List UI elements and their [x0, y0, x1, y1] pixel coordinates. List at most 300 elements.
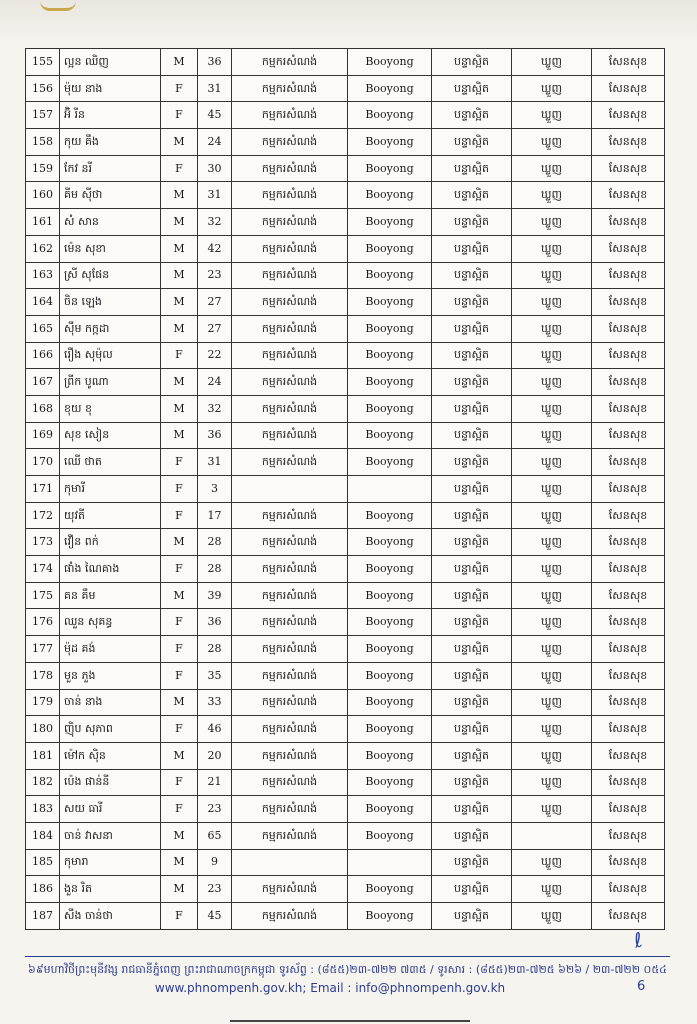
- company-cell: Booyong: [348, 369, 432, 396]
- sex-cell: M: [161, 422, 198, 449]
- occupation-cell: កម្មករសំណង់: [232, 209, 348, 236]
- table-row: [26, 876, 665, 903]
- occupation-cell: កម្មករសំណង់: [232, 556, 348, 583]
- company-cell: [348, 476, 432, 503]
- village-cell: បន្ទាស្អិត: [432, 395, 512, 422]
- occupation-cell: កម្មករសំណង់: [232, 129, 348, 156]
- village-cell: បន្ទាស្អិត: [432, 609, 512, 636]
- age-cell: 24: [198, 129, 232, 156]
- commune-cell: ឃ្លួញ: [512, 529, 592, 556]
- table-row: [26, 395, 665, 422]
- village-cell: បន្ទាស្អិត: [432, 155, 512, 182]
- company-cell: Booyong: [348, 689, 432, 716]
- person-name: រឿង សុម៉ុល: [60, 342, 161, 369]
- village-cell: បន្ទាស្អិត: [432, 849, 512, 876]
- table-row: [26, 636, 665, 663]
- footer-contact[interactable]: www.phnompenh.gov.kh; Email : info@phnompenh.gov.kh: [154, 981, 506, 995]
- company-cell: Booyong: [348, 342, 432, 369]
- age-cell: 31: [198, 75, 232, 102]
- commune-cell: ឃ្លួញ: [512, 716, 592, 743]
- person-name: ស៊ឹម កក្កដា: [60, 315, 161, 342]
- row-number: 175: [26, 582, 60, 609]
- occupation-cell: កម្មករសំណង់: [232, 395, 348, 422]
- status-cell: សែនសុខ: [592, 155, 665, 182]
- footer-divider: [25, 956, 670, 957]
- status-cell: សែនសុខ: [592, 75, 665, 102]
- company-cell: Booyong: [348, 129, 432, 156]
- sex-cell: M: [161, 289, 198, 316]
- commune-cell: ឃ្លួញ: [512, 582, 592, 609]
- status-cell: សែនសុខ: [592, 742, 665, 769]
- roster-table: [25, 48, 665, 930]
- commune-cell: ឃ្លួញ: [512, 102, 592, 129]
- table-row: [26, 556, 665, 583]
- row-number: 171: [26, 476, 60, 503]
- status-cell: សែនសុខ: [592, 556, 665, 583]
- status-cell: សែនសុខ: [592, 529, 665, 556]
- status-cell: សែនសុខ: [592, 796, 665, 823]
- commune-cell: ឃ្លួញ: [512, 556, 592, 583]
- sex-cell: M: [161, 742, 198, 769]
- age-cell: 9: [198, 849, 232, 876]
- company-cell: Booyong: [348, 102, 432, 129]
- occupation-cell: កម្មករសំណង់: [232, 529, 348, 556]
- status-cell: សែនសុខ: [592, 182, 665, 209]
- person-name: សយ ធារី: [60, 796, 161, 823]
- company-cell: Booyong: [348, 449, 432, 476]
- footer-address: ៦៩មហាវិថីព្រះមុនីវង្ស រាជធានីភ្នំពេញ ព្រះរាជាណាចក្រកម្ពុជា ទូរស័ព្ទ : (៨៥៥)២៣-៧២២ ៧៣៥ / ទូរសារ : (៨៥៥)២៣-៧២៥ ៦២៦ / ២៣-៧២២ ០៥៤: [28, 963, 667, 976]
- company-cell: Booyong: [348, 75, 432, 102]
- row-number: 160: [26, 182, 60, 209]
- row-number: 184: [26, 822, 60, 849]
- table-row: [26, 342, 665, 369]
- row-number: 159: [26, 155, 60, 182]
- company-cell: Booyong: [348, 49, 432, 76]
- person-name: ម៉េន សុខា: [60, 235, 161, 262]
- company-cell: Booyong: [348, 636, 432, 663]
- person-name: កុយ គឹង: [60, 129, 161, 156]
- person-name: ម៉ុយ នាង: [60, 75, 161, 102]
- company-cell: Booyong: [348, 235, 432, 262]
- table-row: [26, 369, 665, 396]
- commune-cell: ឃ្លួញ: [512, 689, 592, 716]
- person-name: ញ៉ិប សុភាព: [60, 716, 161, 743]
- age-cell: 28: [198, 556, 232, 583]
- occupation-cell: កម្មករសំណង់: [232, 796, 348, 823]
- commune-cell: ឃ្លួញ: [512, 849, 592, 876]
- occupation-cell: កម្មករសំណង់: [232, 155, 348, 182]
- person-name: សំ សាន: [60, 209, 161, 236]
- age-cell: 27: [198, 289, 232, 316]
- table-row: [26, 235, 665, 262]
- village-cell: បន្ទាស្អិត: [432, 342, 512, 369]
- row-number: 174: [26, 556, 60, 583]
- company-cell: Booyong: [348, 582, 432, 609]
- sex-cell: M: [161, 582, 198, 609]
- sex-cell: F: [161, 609, 198, 636]
- age-cell: 32: [198, 209, 232, 236]
- commune-cell: ឃ្លួញ: [512, 502, 592, 529]
- table-row: [26, 716, 665, 743]
- table-row: [26, 262, 665, 289]
- occupation-cell: កម្មករសំណង់: [232, 903, 348, 930]
- village-cell: បន្ទាស្អិត: [432, 742, 512, 769]
- status-cell: សែនសុខ: [592, 876, 665, 903]
- table-row: [26, 529, 665, 556]
- person-name: ល្អន ឈិញ: [60, 49, 161, 76]
- age-cell: 39: [198, 582, 232, 609]
- table-row: [26, 609, 665, 636]
- village-cell: បន្ទាស្អិត: [432, 529, 512, 556]
- table-row: [26, 476, 665, 503]
- table-row: [26, 182, 665, 209]
- occupation-cell: [232, 849, 348, 876]
- village-cell: បន្ទាស្អិត: [432, 556, 512, 583]
- sex-cell: M: [161, 369, 198, 396]
- status-cell: សែនសុខ: [592, 476, 665, 503]
- occupation-cell: កម្មករសំណង់: [232, 876, 348, 903]
- age-cell: 21: [198, 769, 232, 796]
- sex-cell: F: [161, 769, 198, 796]
- village-cell: បន្ទាស្អិត: [432, 209, 512, 236]
- row-number: 181: [26, 742, 60, 769]
- company-cell: Booyong: [348, 182, 432, 209]
- commune-cell: [512, 822, 592, 849]
- status-cell: សែនសុខ: [592, 262, 665, 289]
- sex-cell: F: [161, 476, 198, 503]
- status-cell: សែនសុខ: [592, 209, 665, 236]
- village-cell: បន្ទាស្អិត: [432, 422, 512, 449]
- sex-cell: F: [161, 75, 198, 102]
- age-cell: 65: [198, 822, 232, 849]
- occupation-cell: កម្មករសំណង់: [232, 235, 348, 262]
- status-cell: សែនសុខ: [592, 129, 665, 156]
- commune-cell: ឃ្លួញ: [512, 235, 592, 262]
- table-row: [26, 662, 665, 689]
- table-row: [26, 822, 665, 849]
- occupation-cell: កម្មករសំណង់: [232, 342, 348, 369]
- row-number: 157: [26, 102, 60, 129]
- table-row: [26, 49, 665, 76]
- table-row: [26, 742, 665, 769]
- row-number: 180: [26, 716, 60, 743]
- occupation-cell: កម្មករសំណង់: [232, 422, 348, 449]
- sex-cell: M: [161, 395, 198, 422]
- row-number: 178: [26, 662, 60, 689]
- sex-cell: M: [161, 315, 198, 342]
- person-name: សឹង ចាន់ថា: [60, 903, 161, 930]
- commune-cell: ឃ្លួញ: [512, 422, 592, 449]
- occupation-cell: កម្មករសំណង់: [232, 662, 348, 689]
- company-cell: Booyong: [348, 502, 432, 529]
- sex-cell: F: [161, 903, 198, 930]
- village-cell: បន្ទាស្អិត: [432, 689, 512, 716]
- status-cell: សែនសុខ: [592, 342, 665, 369]
- company-cell: Booyong: [348, 422, 432, 449]
- sex-cell: M: [161, 689, 198, 716]
- row-number: 162: [26, 235, 60, 262]
- table-row: [26, 849, 665, 876]
- company-cell: Booyong: [348, 155, 432, 182]
- commune-cell: ឃ្លួញ: [512, 476, 592, 503]
- row-number: 165: [26, 315, 60, 342]
- commune-cell: ឃ្លួញ: [512, 315, 592, 342]
- occupation-cell: កម្មករសំណង់: [232, 262, 348, 289]
- occupation-cell: កម្មករសំណង់: [232, 102, 348, 129]
- commune-cell: ឃ្លួញ: [512, 262, 592, 289]
- company-cell: Booyong: [348, 716, 432, 743]
- village-cell: បន្ទាស្អិត: [432, 449, 512, 476]
- occupation-cell: កម្មករសំណង់: [232, 582, 348, 609]
- page-number: 6: [637, 979, 646, 994]
- commune-cell: ឃ្លួញ: [512, 342, 592, 369]
- sex-cell: M: [161, 822, 198, 849]
- table-row: [26, 903, 665, 930]
- sex-cell: F: [161, 636, 198, 663]
- person-name: ចាន់ វាសនា: [60, 822, 161, 849]
- person-name: មួន ភួង: [60, 662, 161, 689]
- sex-cell: F: [161, 342, 198, 369]
- age-cell: 23: [198, 876, 232, 903]
- village-cell: បន្ទាស្អិត: [432, 876, 512, 903]
- person-name: ចិន ឡេង: [60, 289, 161, 316]
- person-name: ម៉ុដ គង់: [60, 636, 161, 663]
- company-cell: Booyong: [348, 742, 432, 769]
- sex-cell: M: [161, 529, 198, 556]
- person-name: កុមារី: [60, 476, 161, 503]
- row-number: 167: [26, 369, 60, 396]
- company-cell: Booyong: [348, 395, 432, 422]
- age-cell: 35: [198, 662, 232, 689]
- table-row: [26, 582, 665, 609]
- sex-cell: F: [161, 155, 198, 182]
- row-number: 166: [26, 342, 60, 369]
- table-row: [26, 155, 665, 182]
- occupation-cell: កម្មករសំណង់: [232, 315, 348, 342]
- status-cell: សែនសុខ: [592, 369, 665, 396]
- status-cell: សែនសុខ: [592, 502, 665, 529]
- company-cell: Booyong: [348, 289, 432, 316]
- sex-cell: F: [161, 716, 198, 743]
- person-name: ព្រីក បូណា: [60, 369, 161, 396]
- row-number: 176: [26, 609, 60, 636]
- village-cell: បន្ទាស្អិត: [432, 129, 512, 156]
- row-number: 182: [26, 769, 60, 796]
- age-cell: 24: [198, 369, 232, 396]
- person-name: អ៊ិ រីន: [60, 102, 161, 129]
- company-cell: Booyong: [348, 662, 432, 689]
- occupation-cell: កម្មករសំណង់: [232, 182, 348, 209]
- age-cell: 20: [198, 742, 232, 769]
- village-cell: បន្ទាស្អិត: [432, 822, 512, 849]
- sex-cell: M: [161, 849, 198, 876]
- commune-cell: ឃ្លួញ: [512, 209, 592, 236]
- status-cell: សែនសុខ: [592, 582, 665, 609]
- roster-table-body: [26, 49, 665, 930]
- person-name: សុខ សៀន: [60, 422, 161, 449]
- age-cell: 45: [198, 102, 232, 129]
- village-cell: បន្ទាស្អិត: [432, 49, 512, 76]
- sex-cell: F: [161, 796, 198, 823]
- commune-cell: ឃ្លួញ: [512, 636, 592, 663]
- commune-cell: ឃ្លួញ: [512, 369, 592, 396]
- status-cell: សែនសុខ: [592, 849, 665, 876]
- sex-cell: M: [161, 129, 198, 156]
- row-number: 177: [26, 636, 60, 663]
- person-name: យុវតី: [60, 502, 161, 529]
- person-name: ម៉ៅក ស៊ិន: [60, 742, 161, 769]
- commune-cell: ឃ្លួញ: [512, 876, 592, 903]
- age-cell: 22: [198, 342, 232, 369]
- sex-cell: M: [161, 262, 198, 289]
- village-cell: បន្ទាស្អិត: [432, 476, 512, 503]
- age-cell: 32: [198, 395, 232, 422]
- village-cell: បន្ទាស្អិត: [432, 636, 512, 663]
- occupation-cell: កម្មករសំណង់: [232, 75, 348, 102]
- person-name: ចាន់ នាង: [60, 689, 161, 716]
- age-cell: 28: [198, 529, 232, 556]
- commune-cell: ឃ្លួញ: [512, 662, 592, 689]
- village-cell: បន្ទាស្អិត: [432, 75, 512, 102]
- commune-cell: ឃ្លួញ: [512, 49, 592, 76]
- row-number: 164: [26, 289, 60, 316]
- table-row: [26, 449, 665, 476]
- sex-cell: F: [161, 556, 198, 583]
- table-row: [26, 689, 665, 716]
- row-number: 186: [26, 876, 60, 903]
- village-cell: បន្ទាស្អិត: [432, 315, 512, 342]
- commune-cell: ឃ្លួញ: [512, 742, 592, 769]
- company-cell: Booyong: [348, 903, 432, 930]
- age-cell: 36: [198, 422, 232, 449]
- village-cell: បន្ទាស្អិត: [432, 662, 512, 689]
- company-cell: Booyong: [348, 209, 432, 236]
- sex-cell: M: [161, 876, 198, 903]
- commune-cell: ឃ្លួញ: [512, 449, 592, 476]
- person-name: កុមារា: [60, 849, 161, 876]
- age-cell: 31: [198, 182, 232, 209]
- row-number: 168: [26, 395, 60, 422]
- commune-cell: ឃ្លួញ: [512, 129, 592, 156]
- status-cell: សែនសុខ: [592, 102, 665, 129]
- occupation-cell: កម្មករសំណង់: [232, 49, 348, 76]
- company-cell: Booyong: [348, 556, 432, 583]
- person-name: ឈួន សុគន្ធ: [60, 609, 161, 636]
- occupation-cell: កម្មករសំណង់: [232, 822, 348, 849]
- age-cell: 27: [198, 315, 232, 342]
- company-cell: Booyong: [348, 262, 432, 289]
- person-name: គន គឹម: [60, 582, 161, 609]
- letterhead-ornament-fragment: [40, 0, 76, 11]
- person-name: ប៉េង ផាន់នី: [60, 769, 161, 796]
- handwritten-initial-mark: ℓ: [631, 927, 645, 953]
- company-cell: Booyong: [348, 876, 432, 903]
- village-cell: បន្ទាស្អិត: [432, 369, 512, 396]
- row-number: 172: [26, 502, 60, 529]
- age-cell: 46: [198, 716, 232, 743]
- village-cell: បន្ទាស្អិត: [432, 262, 512, 289]
- sex-cell: M: [161, 49, 198, 76]
- bottom-edge-line: [230, 1020, 470, 1022]
- village-cell: បន្ទាស្អិត: [432, 289, 512, 316]
- commune-cell: ឃ្លួញ: [512, 903, 592, 930]
- row-number: 161: [26, 209, 60, 236]
- age-cell: 23: [198, 796, 232, 823]
- person-name: ខុយ ខុ: [60, 395, 161, 422]
- village-cell: បន្ទាស្អិត: [432, 903, 512, 930]
- person-name: វឿន ពក់: [60, 529, 161, 556]
- sex-cell: F: [161, 449, 198, 476]
- person-name: ផាំង ណៃគាង: [60, 556, 161, 583]
- row-number: 185: [26, 849, 60, 876]
- row-number: 156: [26, 75, 60, 102]
- page-top-edge: [0, 0, 697, 46]
- row-number: 173: [26, 529, 60, 556]
- row-number: 163: [26, 262, 60, 289]
- sex-cell: F: [161, 662, 198, 689]
- commune-cell: ឃ្លួញ: [512, 182, 592, 209]
- table-row: [26, 315, 665, 342]
- status-cell: សែនសុខ: [592, 395, 665, 422]
- person-name: ស្រី សុផែន: [60, 262, 161, 289]
- row-number: 179: [26, 689, 60, 716]
- status-cell: សែនសុខ: [592, 315, 665, 342]
- age-cell: 30: [198, 155, 232, 182]
- person-name: ឈើ ថាត: [60, 449, 161, 476]
- row-number: 155: [26, 49, 60, 76]
- sex-cell: M: [161, 235, 198, 262]
- company-cell: Booyong: [348, 609, 432, 636]
- commune-cell: ឃ្លួញ: [512, 796, 592, 823]
- table-row: [26, 102, 665, 129]
- age-cell: 31: [198, 449, 232, 476]
- village-cell: បន្ទាស្អិត: [432, 235, 512, 262]
- status-cell: សែនសុខ: [592, 289, 665, 316]
- age-cell: 36: [198, 49, 232, 76]
- sex-cell: F: [161, 502, 198, 529]
- table-row: [26, 75, 665, 102]
- company-cell: [348, 849, 432, 876]
- status-cell: សែនសុខ: [592, 769, 665, 796]
- status-cell: សែនសុខ: [592, 903, 665, 930]
- company-cell: Booyong: [348, 796, 432, 823]
- village-cell: បន្ទាស្អិត: [432, 769, 512, 796]
- table-row: [26, 422, 665, 449]
- person-name: ងួន រិត: [60, 876, 161, 903]
- commune-cell: ឃ្លួញ: [512, 289, 592, 316]
- sex-cell: M: [161, 182, 198, 209]
- occupation-cell: កម្មករសំណង់: [232, 369, 348, 396]
- commune-cell: ឃ្លួញ: [512, 395, 592, 422]
- table-row: [26, 796, 665, 823]
- row-number: 158: [26, 129, 60, 156]
- village-cell: បន្ទាស្អិត: [432, 716, 512, 743]
- village-cell: បន្ទាស្អិត: [432, 502, 512, 529]
- status-cell: សែនសុខ: [592, 822, 665, 849]
- status-cell: សែនសុខ: [592, 609, 665, 636]
- age-cell: 33: [198, 689, 232, 716]
- table-row: [26, 502, 665, 529]
- status-cell: សែនសុខ: [592, 716, 665, 743]
- age-cell: 28: [198, 636, 232, 663]
- sex-cell: M: [161, 209, 198, 236]
- occupation-cell: [232, 476, 348, 503]
- row-number: 187: [26, 903, 60, 930]
- occupation-cell: កម្មករសំណង់: [232, 769, 348, 796]
- sex-cell: F: [161, 102, 198, 129]
- table-row: [26, 129, 665, 156]
- occupation-cell: កម្មករសំណង់: [232, 449, 348, 476]
